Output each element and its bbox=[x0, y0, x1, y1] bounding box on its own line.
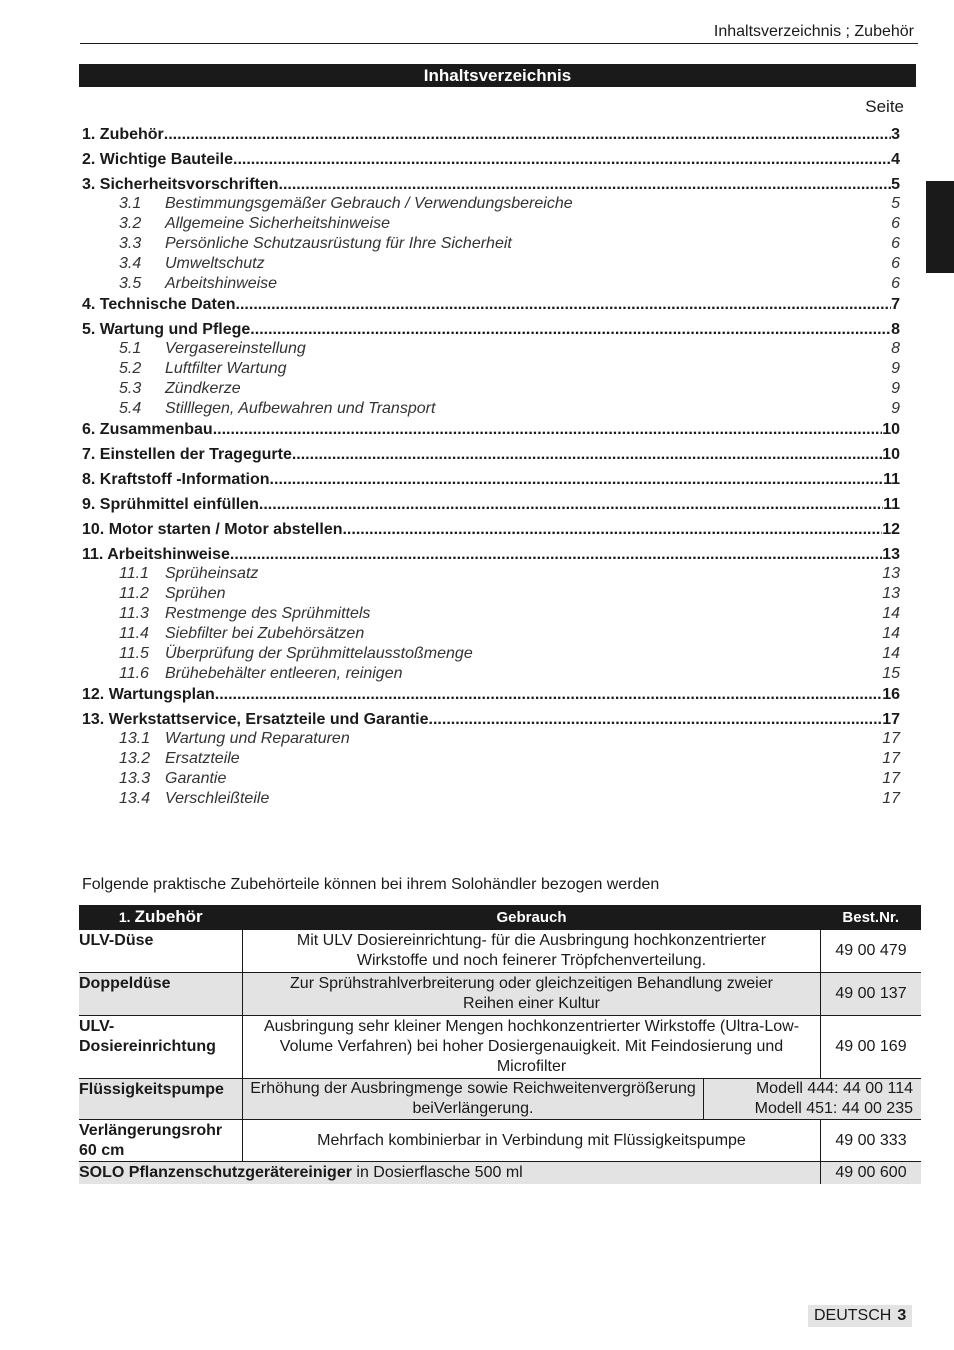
accessory-row bbox=[79, 1079, 921, 1120]
toc-leader-dots bbox=[292, 444, 882, 466]
toc-subentry-number: 3.3 bbox=[119, 235, 142, 252]
toc-subentry-page: 9 bbox=[891, 400, 900, 417]
toc-entry bbox=[82, 494, 900, 519]
toc-entry-page: 16 bbox=[882, 686, 900, 703]
toc-subentry bbox=[82, 379, 900, 399]
toc-subentry-label: Sprüheinsatz bbox=[165, 565, 259, 582]
toc-subentry-page: 17 bbox=[882, 790, 900, 807]
toc-subentry bbox=[82, 624, 900, 644]
toc-subentry-number: 5.3 bbox=[119, 380, 142, 397]
footer-page-number: 3 bbox=[897, 1307, 907, 1324]
accessories-intro: Folgende praktische Zubehörteile können bei ihrem Solohändler bezogen werden bbox=[82, 876, 660, 893]
toc-subentry bbox=[82, 214, 900, 234]
toc-entry bbox=[82, 469, 900, 494]
toc-subentry-number: 13.3 bbox=[119, 770, 151, 787]
toc-subentry-label: Verschleißteile bbox=[165, 790, 270, 807]
toc-subentry bbox=[82, 234, 900, 254]
toc-subentry-number: 11.2 bbox=[119, 585, 149, 602]
toc-subentry-page: 9 bbox=[891, 360, 900, 377]
accessory-name: Doppeldüse bbox=[79, 973, 243, 1016]
toc-leader-dots bbox=[215, 684, 882, 706]
toc-leader-dots bbox=[279, 174, 892, 196]
toc-subentry-page: 14 bbox=[882, 625, 900, 642]
toc-subentry bbox=[82, 604, 900, 624]
toc-subentry-page: 6 bbox=[891, 215, 900, 232]
toc-subentry-page: 14 bbox=[882, 605, 900, 622]
toc-subentry bbox=[82, 789, 900, 809]
toc-entry bbox=[82, 319, 900, 339]
accessory-order-number: 49 00 169 bbox=[821, 1016, 922, 1079]
toc-subentry bbox=[82, 254, 900, 274]
toc-subentry-label: Siebfilter bei Zubehörsätzen bbox=[165, 625, 365, 642]
toc-entry-page: 11 bbox=[883, 496, 900, 513]
accessory-usage: Mehrfach kombinierbar in Verbindung mit Flüssigkeitspumpe bbox=[243, 1120, 821, 1162]
toc-leader-dots bbox=[250, 319, 891, 341]
toc-subentry-label: Überprüfung der Sprühmittelausstoßmenge bbox=[165, 645, 473, 662]
toc-subentry-page: 13 bbox=[882, 565, 900, 582]
toc-leader-dots bbox=[233, 149, 891, 171]
toc-subentry-number: 11.4 bbox=[119, 625, 149, 642]
toc-subentry-page: 13 bbox=[882, 585, 900, 602]
toc-entry-label: 7. Einstellen der Tragegurte bbox=[82, 446, 292, 463]
toc-subentry-label: Allgemeine Sicherheitshinweise bbox=[165, 215, 391, 232]
accessory-usage: Mit ULV Dosiereinrichtung- für die Ausbringung hochkonzentrierter Wirkstoffe und noch feinerer Tröpfchenverteilung. bbox=[243, 930, 821, 973]
toc-subentry-label: Brühebehälter entleeren, reinigen bbox=[165, 665, 403, 682]
toc-entry-label: 9. Sprühmittel einfüllen bbox=[82, 496, 259, 513]
accessory-row bbox=[79, 1120, 921, 1162]
accessory-name: Verlängerungsrohr 60 cm bbox=[79, 1120, 243, 1162]
toc-subentry-number: 13.4 bbox=[119, 790, 151, 807]
header-usage: Gebrauch bbox=[243, 905, 821, 930]
toc-subentry-page: 17 bbox=[882, 770, 900, 787]
toc-entry bbox=[82, 294, 900, 319]
toc-subentry-page: 9 bbox=[891, 380, 900, 397]
toc-entry bbox=[82, 124, 900, 149]
toc-entry bbox=[82, 684, 900, 709]
toc-subentry-label: Luftfilter Wartung bbox=[165, 360, 287, 377]
toc-entry-page: 3 bbox=[891, 126, 900, 143]
toc-subentry-number: 3.5 bbox=[119, 275, 142, 292]
toc-leader-dots bbox=[259, 494, 883, 516]
toc-subentry bbox=[82, 584, 900, 604]
toc-subentry-number: 11.6 bbox=[119, 665, 149, 682]
accessory-cleaner-name: SOLO Pflanzenschutzgerätereiniger in Dosierflasche 500 ml bbox=[79, 1162, 821, 1185]
accessories-table bbox=[79, 905, 921, 1184]
toc-subentry-number: 3.4 bbox=[119, 255, 142, 272]
toc-subentry-number: 13.1 bbox=[119, 730, 151, 747]
toc-subentry-page: 8 bbox=[891, 340, 900, 357]
toc-entry-page: 10 bbox=[882, 421, 900, 438]
accessory-usage: Ausbringung sehr kleiner Mengen hochkonzentrierter Wirkstoffe (Ultra-Low-Volume Verfahren) bei hoher Dosiergenauigkeit. Mit Feindosierung und Microfilter bbox=[243, 1016, 821, 1079]
toc-entry-label: 8. Kraftstoff -Information bbox=[82, 471, 270, 488]
toc-entry bbox=[82, 444, 900, 469]
page-column-label: Seite bbox=[865, 97, 904, 116]
toc-subentry bbox=[82, 769, 900, 789]
toc-entry bbox=[82, 709, 900, 729]
toc-entry-label: 5. Wartung und Pflege bbox=[82, 321, 251, 338]
toc-subentry-label: Bestimmungsgemäßer Gebrauch / Verwendungsbereiche bbox=[165, 195, 573, 212]
toc-entry-page: 8 bbox=[891, 321, 900, 338]
toc-leader-dots bbox=[342, 519, 882, 541]
header-rule bbox=[80, 43, 918, 44]
toc-subentry-label: Garantie bbox=[165, 770, 227, 787]
accessory-name: ULV-Düse bbox=[79, 930, 243, 973]
toc-entry-label: 6. Zusammenbau bbox=[82, 421, 213, 438]
toc-entry-label: 1. Zubehör bbox=[82, 126, 164, 143]
footer-language: DEUTSCH bbox=[814, 1307, 892, 1324]
toc-subentry-label: Restmenge des Sprühmittels bbox=[165, 605, 371, 622]
toc-subentry-label: Persönliche Schutzausrüstung für Ihre Sicherheit bbox=[165, 235, 512, 252]
toc-subentry-number: 5.4 bbox=[119, 400, 142, 417]
toc-leader-dots bbox=[213, 419, 883, 441]
toc-entry-page: 10 bbox=[882, 446, 900, 463]
toc-leader-dots bbox=[236, 294, 892, 316]
toc-entry-label: 11. Arbeitshinweise bbox=[82, 546, 230, 563]
toc-entry bbox=[82, 419, 900, 444]
accessory-row bbox=[79, 973, 921, 1016]
toc-entry bbox=[82, 174, 900, 194]
toc-subentry-page: 6 bbox=[891, 235, 900, 252]
toc-entry-label: 3. Sicherheitsvorschriften bbox=[82, 176, 279, 193]
toc-entry-page: 12 bbox=[882, 521, 900, 538]
toc-subentry-label: Stilllegen, Aufbewahren und Transport bbox=[165, 400, 436, 417]
toc-leader-dots bbox=[270, 469, 884, 491]
toc-subentry-page: 6 bbox=[891, 275, 900, 292]
toc-entry-page: 4 bbox=[891, 151, 900, 168]
toc-entry bbox=[82, 544, 900, 564]
page-footer bbox=[808, 1305, 912, 1327]
toc-entry-label: 2. Wichtige Bauteile bbox=[82, 151, 233, 168]
toc-subentry-number: 11.3 bbox=[119, 605, 149, 622]
toc-entry-page: 11 bbox=[883, 471, 900, 488]
header-accessory: 1. Zubehör bbox=[79, 905, 243, 930]
toc-subentry-label: Ersatzteile bbox=[165, 750, 240, 767]
toc-entry-label: 10. Motor starten / Motor abstellen bbox=[82, 521, 343, 538]
toc-subentry-label: Umweltschutz bbox=[165, 255, 265, 272]
language-tab-marker bbox=[926, 181, 954, 273]
toc-subentry-number: 5.2 bbox=[119, 360, 142, 377]
toc-title: Inhaltsverzeichnis bbox=[79, 64, 916, 87]
toc-entry-label: 13. Werkstattservice, Ersatzteile und Garantie bbox=[82, 711, 429, 728]
accessory-order-number: 49 00 137 bbox=[821, 973, 922, 1016]
accessory-usage: Erhöhung der Ausbringmenge sowie Reichweitenvergrößerung beiVerlängerung. bbox=[243, 1079, 704, 1120]
toc-entry-label: 12. Wartungsplan bbox=[82, 686, 215, 703]
toc-entry bbox=[82, 149, 900, 174]
toc-entry-label: 4. Technische Daten bbox=[82, 296, 236, 313]
toc-subentry-page: 6 bbox=[891, 255, 900, 272]
accessory-order-number: 49 00 333 bbox=[821, 1120, 922, 1162]
toc-subentry-page: 15 bbox=[882, 665, 900, 682]
toc-subentry-label: Vergasereinstellung bbox=[165, 340, 306, 357]
accessory-order-number: 49 00 479 bbox=[821, 930, 922, 973]
toc-subentry-label: Wartung und Reparaturen bbox=[165, 730, 350, 747]
toc-subentry bbox=[82, 194, 900, 214]
accessory-row bbox=[79, 1016, 921, 1079]
accessory-name: Flüssigkeitspumpe bbox=[79, 1079, 243, 1120]
toc-subentry-number: 3.1 bbox=[119, 195, 142, 212]
accessory-name: ULV-Dosiereinrichtung bbox=[79, 1016, 243, 1079]
toc-subentry-page: 17 bbox=[882, 730, 900, 747]
toc-subentry-label: Arbeitshinweise bbox=[165, 275, 278, 292]
toc-subentry-number: 13.2 bbox=[119, 750, 151, 767]
toc-leader-dots bbox=[164, 124, 891, 146]
accessory-order-number: 49 00 600 bbox=[821, 1162, 922, 1185]
accessory-row bbox=[79, 930, 921, 973]
toc-subentry-number: 5.1 bbox=[119, 340, 142, 357]
toc-entry-page: 13 bbox=[882, 546, 900, 563]
accessory-order-number: Modell 444: 44 00 114 Modell 451: 44 00 235 bbox=[704, 1079, 922, 1120]
header-order-number: Best.Nr. bbox=[821, 905, 922, 930]
accessory-usage: Zur Sprühstrahlverbreiterung oder gleichzeitigen Behandlung zweier Reihen einer Kultur bbox=[243, 973, 821, 1016]
toc-entry-page: 17 bbox=[882, 711, 900, 728]
toc-subentry-page: 17 bbox=[882, 750, 900, 767]
toc-subentry bbox=[82, 644, 900, 664]
toc-subentry bbox=[82, 664, 900, 684]
toc-subentry bbox=[82, 729, 900, 749]
toc-subentry-label: Zündkerze bbox=[165, 380, 241, 397]
toc-subentry bbox=[82, 399, 900, 419]
toc-subentry bbox=[82, 274, 900, 294]
toc-entry-page: 5 bbox=[891, 176, 900, 193]
toc-entry bbox=[82, 519, 900, 544]
toc-subentry-page: 5 bbox=[891, 195, 900, 212]
toc-subentry-number: 11.1 bbox=[119, 565, 149, 582]
toc-subentry bbox=[82, 564, 900, 584]
toc-subentry bbox=[82, 339, 900, 359]
toc-subentry-label: Sprühen bbox=[165, 585, 226, 602]
table-of-contents bbox=[82, 124, 900, 809]
toc-entry-page: 7 bbox=[891, 296, 900, 313]
accessory-row-cleaner bbox=[79, 1162, 921, 1185]
toc-subentry bbox=[82, 749, 900, 769]
toc-leader-dots bbox=[230, 544, 882, 566]
toc-subentry-number: 11.5 bbox=[119, 645, 149, 662]
toc-subentry-page: 14 bbox=[882, 645, 900, 662]
toc-subentry-number: 3.2 bbox=[119, 215, 142, 232]
toc-leader-dots bbox=[429, 709, 883, 731]
running-header: Inhaltsverzeichnis ; Zubehör bbox=[713, 23, 914, 40]
toc-subentry bbox=[82, 359, 900, 379]
